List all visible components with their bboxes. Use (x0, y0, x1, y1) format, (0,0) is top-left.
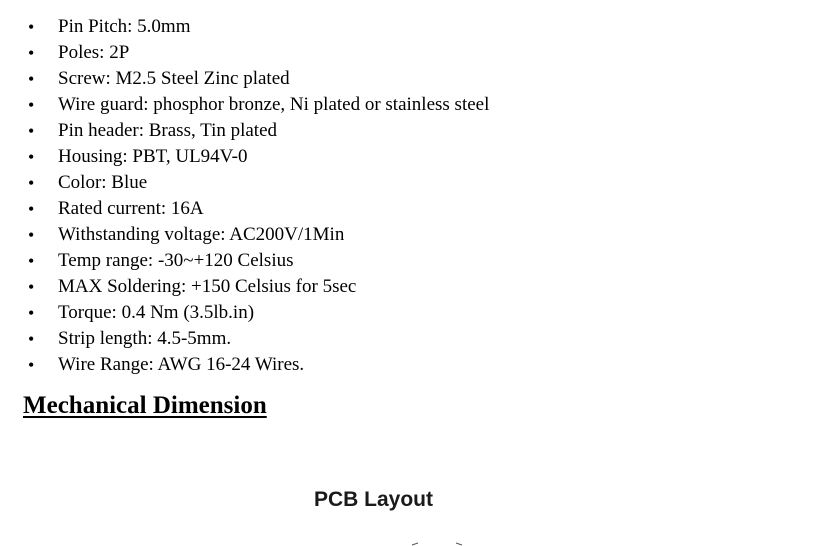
bullet-icon: • (28, 303, 35, 323)
bullet-icon: • (28, 147, 35, 167)
spec-color: Color: Blue (58, 172, 148, 193)
spec-wire-guard: Wire guard: phosphor bronze, Ni plated or stainless steel (58, 94, 490, 115)
bullet-icon: • (28, 277, 35, 297)
spec-strip-length: Strip length: 4.5-5mm. (58, 328, 232, 349)
spec-torque: Torque: 0.4 Nm (3.5lb.in) (58, 302, 255, 323)
spec-wire-range: Wire Range: AWG 16-24 Wires. (58, 354, 305, 375)
bullet-icon: • (28, 121, 35, 141)
spec-temp-range: Temp range: -30~+120 Celsius (58, 250, 294, 271)
bullet-icon: • (28, 173, 35, 193)
spec-max-soldering: MAX Soldering: +150 Celsius for 5sec (58, 276, 357, 297)
spec-housing: Housing: PBT, UL94V-0 (58, 146, 248, 167)
bullet-icon: • (28, 251, 35, 271)
spec-screw: Screw: M2.5 Steel Zinc plated (58, 68, 290, 89)
bullet-icon: • (28, 17, 35, 37)
pcb-drawing-fragment (410, 540, 470, 546)
spec-pin-header: Pin header: Brass, Tin plated (58, 120, 278, 141)
bullet-icon: • (28, 225, 35, 245)
spec-poles: Poles: 2P (58, 42, 130, 63)
section-heading: Mechanical Dimension (23, 392, 267, 419)
bullet-icon: • (28, 329, 35, 349)
spec-rated-current: Rated current: 16A (58, 198, 204, 219)
spec-pin-pitch: Pin Pitch: 5.0mm (58, 16, 191, 37)
spec-withstanding-voltage: Withstanding voltage: AC200V/1Min (58, 224, 345, 245)
bullet-icon: • (28, 69, 35, 89)
bullet-icon: • (28, 199, 35, 219)
figure-caption: PCB Layout (314, 488, 434, 511)
bullet-icon: • (28, 355, 35, 375)
bullet-icon: • (28, 43, 35, 63)
bullet-icon: • (28, 95, 35, 115)
